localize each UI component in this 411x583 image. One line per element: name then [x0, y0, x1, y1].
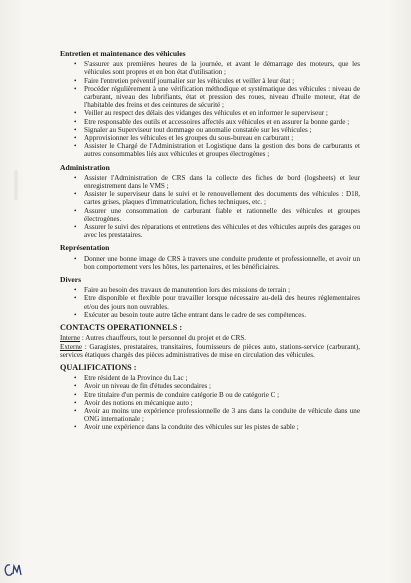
qualifications-heading: QUALIFICATIONS : [60, 362, 137, 372]
bullet-list [60, 286, 360, 319]
list-item: • Faire au besoin des travaux de manutention lors des missions de terrain ; [74, 286, 360, 294]
list-item: • Etre résident de la Province du Lac ; [74, 374, 360, 382]
list-item: • Assister le superviseur dans le suivi et le renouvellement des documents des véhicules : D18, cartes grises, plaques d'immatriculation, fiches techniques, etc. ; [74, 190, 360, 206]
list-item: • Etre disponible et flexible pour travailler lorsque nécessaire au-delà des heures réglementaires et/ou des jours non ouvrables. [74, 294, 360, 310]
bullet-list [60, 60, 360, 158]
list-item: • Avoir une expérience dans la conduite des véhicules sur les pistes de sable ; [74, 423, 360, 431]
list-item: • Assister le Chargé de l'Administration et Logistique dans la gestion des bons de carburants et autres consommables liés aux véhicules et groupes électrogènes ; [74, 142, 360, 158]
bullet-list [60, 374, 360, 431]
section-heading: Administration [60, 162, 110, 172]
section-divers [60, 276, 360, 319]
handwritten-initials [3, 561, 25, 579]
section-qualifications [60, 364, 360, 432]
list-item: • Signaler au Superviseur tout dommage ou anomalie constatée sur les véhicules ; [74, 126, 360, 134]
list-item: • Procéder régulièrement à une vérification méthodique et systématique des véhicules : niveau de carburant, niveau des lubrifiants, état et pression des roues, niveau d'huile moteur, état de l'habitable des freins et des ceintures de sécurité ; [74, 85, 360, 110]
paper-stain [14, 170, 18, 200]
section-heading: Divers [60, 275, 82, 285]
contact-label: Externe [60, 342, 83, 351]
section-representation [60, 244, 360, 271]
list-item: • Donner une bonne image de CRS à travers une conduite prudente et professionnelle, et avoir un bon comportement vers les hôtes, les partenaires, et les bénéficiaires. [74, 255, 360, 271]
bullet-list [60, 255, 360, 271]
list-item: • Etre titulaire d'un permis de conduire catégorie B ou de catégorie C ; [74, 391, 360, 399]
section-contacts [60, 324, 360, 359]
list-item: • Avoir des notions en mécanique auto ; [74, 399, 360, 407]
list-item: • Veiller au respect des délais des vidanges des véhicules et en informer le superviseur ; [74, 109, 360, 117]
contacts-heading: CONTACTS OPERATIONNELS : [60, 323, 183, 333]
list-item: • Assister l'Administration de CRS dans la collecte des fiches de bord (logsheets) et leur enregistrement dans le VMS ; [74, 174, 360, 190]
contact-text: : Garagistes, prestataires, transitaires, fournisseurs de pièces auto, stations-service (carburant), services étatiques chargés des pièces administratives de mise en circulation des véhicules. [60, 342, 360, 359]
bullet-list [60, 174, 360, 240]
section-heading: Entretien et maintenance des véhicules [60, 49, 186, 58]
list-item: • Exécuter au besoin toute autre tâche entrant dans le cadre de ses compétences. [74, 311, 360, 319]
list-item: • Approvisionner les véhicules et les groupes du sous-bureau en carburant ; [74, 134, 360, 142]
list-item: • Avoir au moins une expérience professionnelle de 3 ans dans la conduite de véhicule dans une ONG internationale ; [74, 407, 360, 423]
document-body [60, 50, 360, 437]
contact-label: Interne [60, 334, 81, 343]
contact-text: : Autres chauffeurs, tout le personnel du projet et de CRS. [80, 334, 247, 343]
contact-interne [60, 334, 360, 342]
list-item: • Faire l'entretien préventif journalier sur les véhicules et veiller à leur état ; [74, 77, 360, 85]
list-item: • Assurer une consommation de carburant fiable et rationnelle des véhicules et groupes électrogènes. [74, 207, 360, 223]
contact-externe [60, 343, 360, 359]
list-item: • Avoir un niveau de fin d'études secondaires ; [74, 382, 360, 390]
section-heading: Représentation [60, 243, 110, 253]
list-item: • Etre responsable des outils et accessoires affectés aux véhicules et en assurer la bonne garde ; [74, 118, 360, 126]
section-administration [60, 164, 360, 240]
list-item: • Assurer le suivi des réparations et entretiens des véhicules et des véhicules auprès des garages ou avec les prestataires. [74, 223, 360, 239]
list-item: • S'assurer aux premières heures de la journée, et avant le démarrage des moteurs, que les véhicules sont propres et en bon état d'utilisation ; [74, 60, 360, 76]
section-entretien [60, 50, 360, 159]
